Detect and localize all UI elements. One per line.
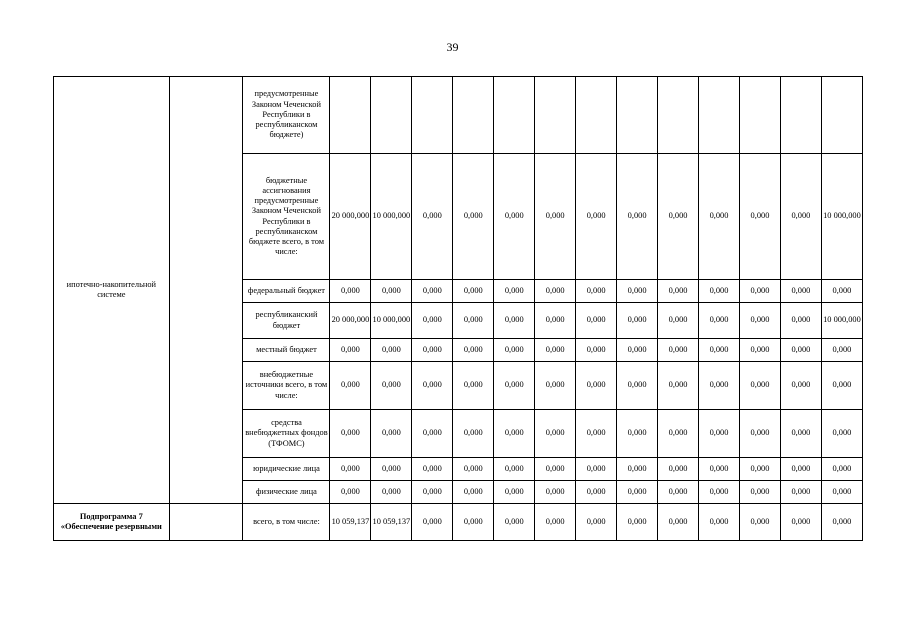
value-cell: 0,000 bbox=[494, 280, 535, 303]
value-cell: 0,000 bbox=[699, 362, 740, 410]
value-cell bbox=[780, 77, 821, 154]
executor-cell bbox=[169, 504, 243, 541]
value-cell: 0,000 bbox=[535, 154, 576, 280]
value-cell: 0,000 bbox=[699, 504, 740, 541]
funding-source-cell: местный бюджет bbox=[243, 339, 330, 362]
value-cell: 0,000 bbox=[617, 410, 658, 458]
value-cell: 0,000 bbox=[780, 410, 821, 458]
value-cell: 0,000 bbox=[739, 280, 780, 303]
value-cell: 0,000 bbox=[494, 410, 535, 458]
funding-source-cell: федеральный бюджет bbox=[243, 280, 330, 303]
value-cell: 0,000 bbox=[658, 362, 699, 410]
value-cell: 0,000 bbox=[821, 280, 862, 303]
value-cell: 0,000 bbox=[371, 410, 412, 458]
value-cell: 0,000 bbox=[576, 280, 617, 303]
value-cell: 0,000 bbox=[658, 410, 699, 458]
value-cell: 0,000 bbox=[780, 303, 821, 339]
value-cell bbox=[617, 77, 658, 154]
value-cell: 0,000 bbox=[780, 504, 821, 541]
value-cell: 0,000 bbox=[780, 458, 821, 481]
value-cell: 0,000 bbox=[576, 481, 617, 504]
value-cell: 0,000 bbox=[371, 481, 412, 504]
value-cell bbox=[821, 77, 862, 154]
value-cell: 10 059,137 bbox=[371, 504, 412, 541]
value-cell: 0,000 bbox=[780, 362, 821, 410]
value-cell: 0,000 bbox=[739, 481, 780, 504]
value-cell: 0,000 bbox=[658, 481, 699, 504]
value-cell: 0,000 bbox=[371, 339, 412, 362]
value-cell: 0,000 bbox=[494, 362, 535, 410]
value-cell: 0,000 bbox=[535, 339, 576, 362]
value-cell: 10 000,000 bbox=[371, 154, 412, 280]
value-cell: 0,000 bbox=[330, 362, 371, 410]
value-cell: 0,000 bbox=[780, 339, 821, 362]
value-cell: 0,000 bbox=[739, 410, 780, 458]
value-cell: 0,000 bbox=[617, 154, 658, 280]
value-cell: 0,000 bbox=[658, 280, 699, 303]
value-cell: 0,000 bbox=[576, 504, 617, 541]
value-cell: 0,000 bbox=[412, 458, 453, 481]
value-cell: 0,000 bbox=[576, 303, 617, 339]
funding-source-cell: бюджетные ассигнования предусмотренные Законом Чеченской Республики в республиканском бюджете всего, в том числе: bbox=[243, 154, 330, 280]
value-cell: 10 059,137 bbox=[330, 504, 371, 541]
value-cell: 0,000 bbox=[330, 339, 371, 362]
value-cell: 0,000 bbox=[576, 339, 617, 362]
value-cell: 0,000 bbox=[535, 362, 576, 410]
value-cell: 10 000,000 bbox=[821, 154, 862, 280]
value-cell bbox=[330, 77, 371, 154]
value-cell: 0,000 bbox=[494, 504, 535, 541]
value-cell: 0,000 bbox=[371, 458, 412, 481]
funding-source-cell: средства внебюджетных фондов (ТФОМС) bbox=[243, 410, 330, 458]
value-cell: 0,000 bbox=[821, 458, 862, 481]
funding-source-cell: физические лица bbox=[243, 481, 330, 504]
value-cell bbox=[699, 77, 740, 154]
value-cell: 0,000 bbox=[330, 458, 371, 481]
value-cell: 0,000 bbox=[453, 481, 494, 504]
value-cell: 0,000 bbox=[535, 410, 576, 458]
value-cell: 0,000 bbox=[412, 410, 453, 458]
value-cell: 0,000 bbox=[821, 481, 862, 504]
value-cell: 0,000 bbox=[494, 481, 535, 504]
value-cell: 0,000 bbox=[780, 154, 821, 280]
value-cell: 0,000 bbox=[453, 362, 494, 410]
value-cell: 0,000 bbox=[535, 303, 576, 339]
value-cell: 0,000 bbox=[494, 154, 535, 280]
value-cell bbox=[576, 77, 617, 154]
value-cell: 0,000 bbox=[576, 458, 617, 481]
value-cell: 0,000 bbox=[453, 458, 494, 481]
value-cell: 0,000 bbox=[699, 339, 740, 362]
value-cell: 0,000 bbox=[739, 362, 780, 410]
value-cell: 0,000 bbox=[330, 280, 371, 303]
value-cell: 0,000 bbox=[453, 280, 494, 303]
value-cell: 0,000 bbox=[617, 339, 658, 362]
value-cell: 0,000 bbox=[453, 339, 494, 362]
value-cell: 0,000 bbox=[739, 303, 780, 339]
value-cell: 0,000 bbox=[330, 481, 371, 504]
value-cell: 0,000 bbox=[412, 504, 453, 541]
value-cell: 0,000 bbox=[371, 362, 412, 410]
value-cell bbox=[535, 77, 576, 154]
value-cell: 10 000,000 bbox=[371, 303, 412, 339]
value-cell: 0,000 bbox=[412, 303, 453, 339]
value-cell: 0,000 bbox=[658, 339, 699, 362]
value-cell: 0,000 bbox=[412, 154, 453, 280]
value-cell bbox=[371, 77, 412, 154]
value-cell: 0,000 bbox=[658, 458, 699, 481]
table-row bbox=[54, 504, 863, 541]
value-cell: 0,000 bbox=[699, 458, 740, 481]
value-cell: 0,000 bbox=[453, 303, 494, 339]
value-cell: 0,000 bbox=[739, 154, 780, 280]
value-cell: 0,000 bbox=[739, 339, 780, 362]
value-cell: 0,000 bbox=[821, 410, 862, 458]
value-cell: 0,000 bbox=[576, 362, 617, 410]
value-cell bbox=[739, 77, 780, 154]
page-number: 39 bbox=[446, 40, 459, 54]
value-cell: 10 000,000 bbox=[821, 303, 862, 339]
value-cell bbox=[494, 77, 535, 154]
value-cell: 0,000 bbox=[699, 154, 740, 280]
value-cell: 0,000 bbox=[494, 458, 535, 481]
value-cell: 0,000 bbox=[494, 303, 535, 339]
value-cell: 0,000 bbox=[617, 362, 658, 410]
value-cell: 0,000 bbox=[821, 504, 862, 541]
value-cell: 20 000,000 bbox=[330, 154, 371, 280]
subprogram-name-cell: Подпрограмма 7 «Обеспечение резервными bbox=[54, 504, 170, 541]
value-cell: 0,000 bbox=[617, 504, 658, 541]
value-cell: 0,000 bbox=[412, 280, 453, 303]
value-cell: 0,000 bbox=[617, 481, 658, 504]
value-cell: 0,000 bbox=[535, 504, 576, 541]
value-cell bbox=[412, 77, 453, 154]
budget-table bbox=[53, 76, 863, 541]
funding-source-cell: республиканский бюджет bbox=[243, 303, 330, 339]
value-cell: 0,000 bbox=[453, 410, 494, 458]
value-cell: 0,000 bbox=[780, 280, 821, 303]
value-cell: 0,000 bbox=[658, 303, 699, 339]
funding-source-cell: всего, в том числе: bbox=[243, 504, 330, 541]
value-cell bbox=[453, 77, 494, 154]
value-cell: 0,000 bbox=[330, 410, 371, 458]
value-cell: 0,000 bbox=[371, 280, 412, 303]
value-cell: 0,000 bbox=[821, 362, 862, 410]
value-cell: 0,000 bbox=[658, 154, 699, 280]
value-cell: 0,000 bbox=[699, 280, 740, 303]
value-cell: 0,000 bbox=[576, 154, 617, 280]
value-cell: 0,000 bbox=[658, 504, 699, 541]
value-cell bbox=[658, 77, 699, 154]
funding-source-cell: внебюджетные источники всего, в том числе: bbox=[243, 362, 330, 410]
value-cell: 0,000 bbox=[699, 481, 740, 504]
value-cell: 0,000 bbox=[535, 458, 576, 481]
value-cell: 0,000 bbox=[412, 362, 453, 410]
value-cell: 0,000 bbox=[617, 303, 658, 339]
value-cell: 0,000 bbox=[617, 280, 658, 303]
value-cell: 0,000 bbox=[699, 303, 740, 339]
value-cell: 0,000 bbox=[699, 410, 740, 458]
value-cell: 0,000 bbox=[494, 339, 535, 362]
value-cell: 0,000 bbox=[576, 410, 617, 458]
value-cell: 0,000 bbox=[739, 458, 780, 481]
program-name-cell: ипотечно-накопительной системе bbox=[54, 77, 170, 504]
value-cell: 0,000 bbox=[453, 504, 494, 541]
value-cell: 0,000 bbox=[780, 481, 821, 504]
value-cell: 0,000 bbox=[617, 458, 658, 481]
funding-source-cell: юридические лица bbox=[243, 458, 330, 481]
table-row bbox=[54, 77, 863, 154]
value-cell: 0,000 bbox=[453, 154, 494, 280]
value-cell: 20 000,000 bbox=[330, 303, 371, 339]
executor-cell bbox=[169, 77, 243, 504]
value-cell: 0,000 bbox=[739, 504, 780, 541]
value-cell: 0,000 bbox=[535, 481, 576, 504]
value-cell: 0,000 bbox=[821, 339, 862, 362]
value-cell: 0,000 bbox=[412, 481, 453, 504]
value-cell: 0,000 bbox=[412, 339, 453, 362]
value-cell: 0,000 bbox=[535, 280, 576, 303]
funding-source-cell: предусмотренные Законом Чеченской Республики в республиканском бюджете) bbox=[243, 77, 330, 154]
